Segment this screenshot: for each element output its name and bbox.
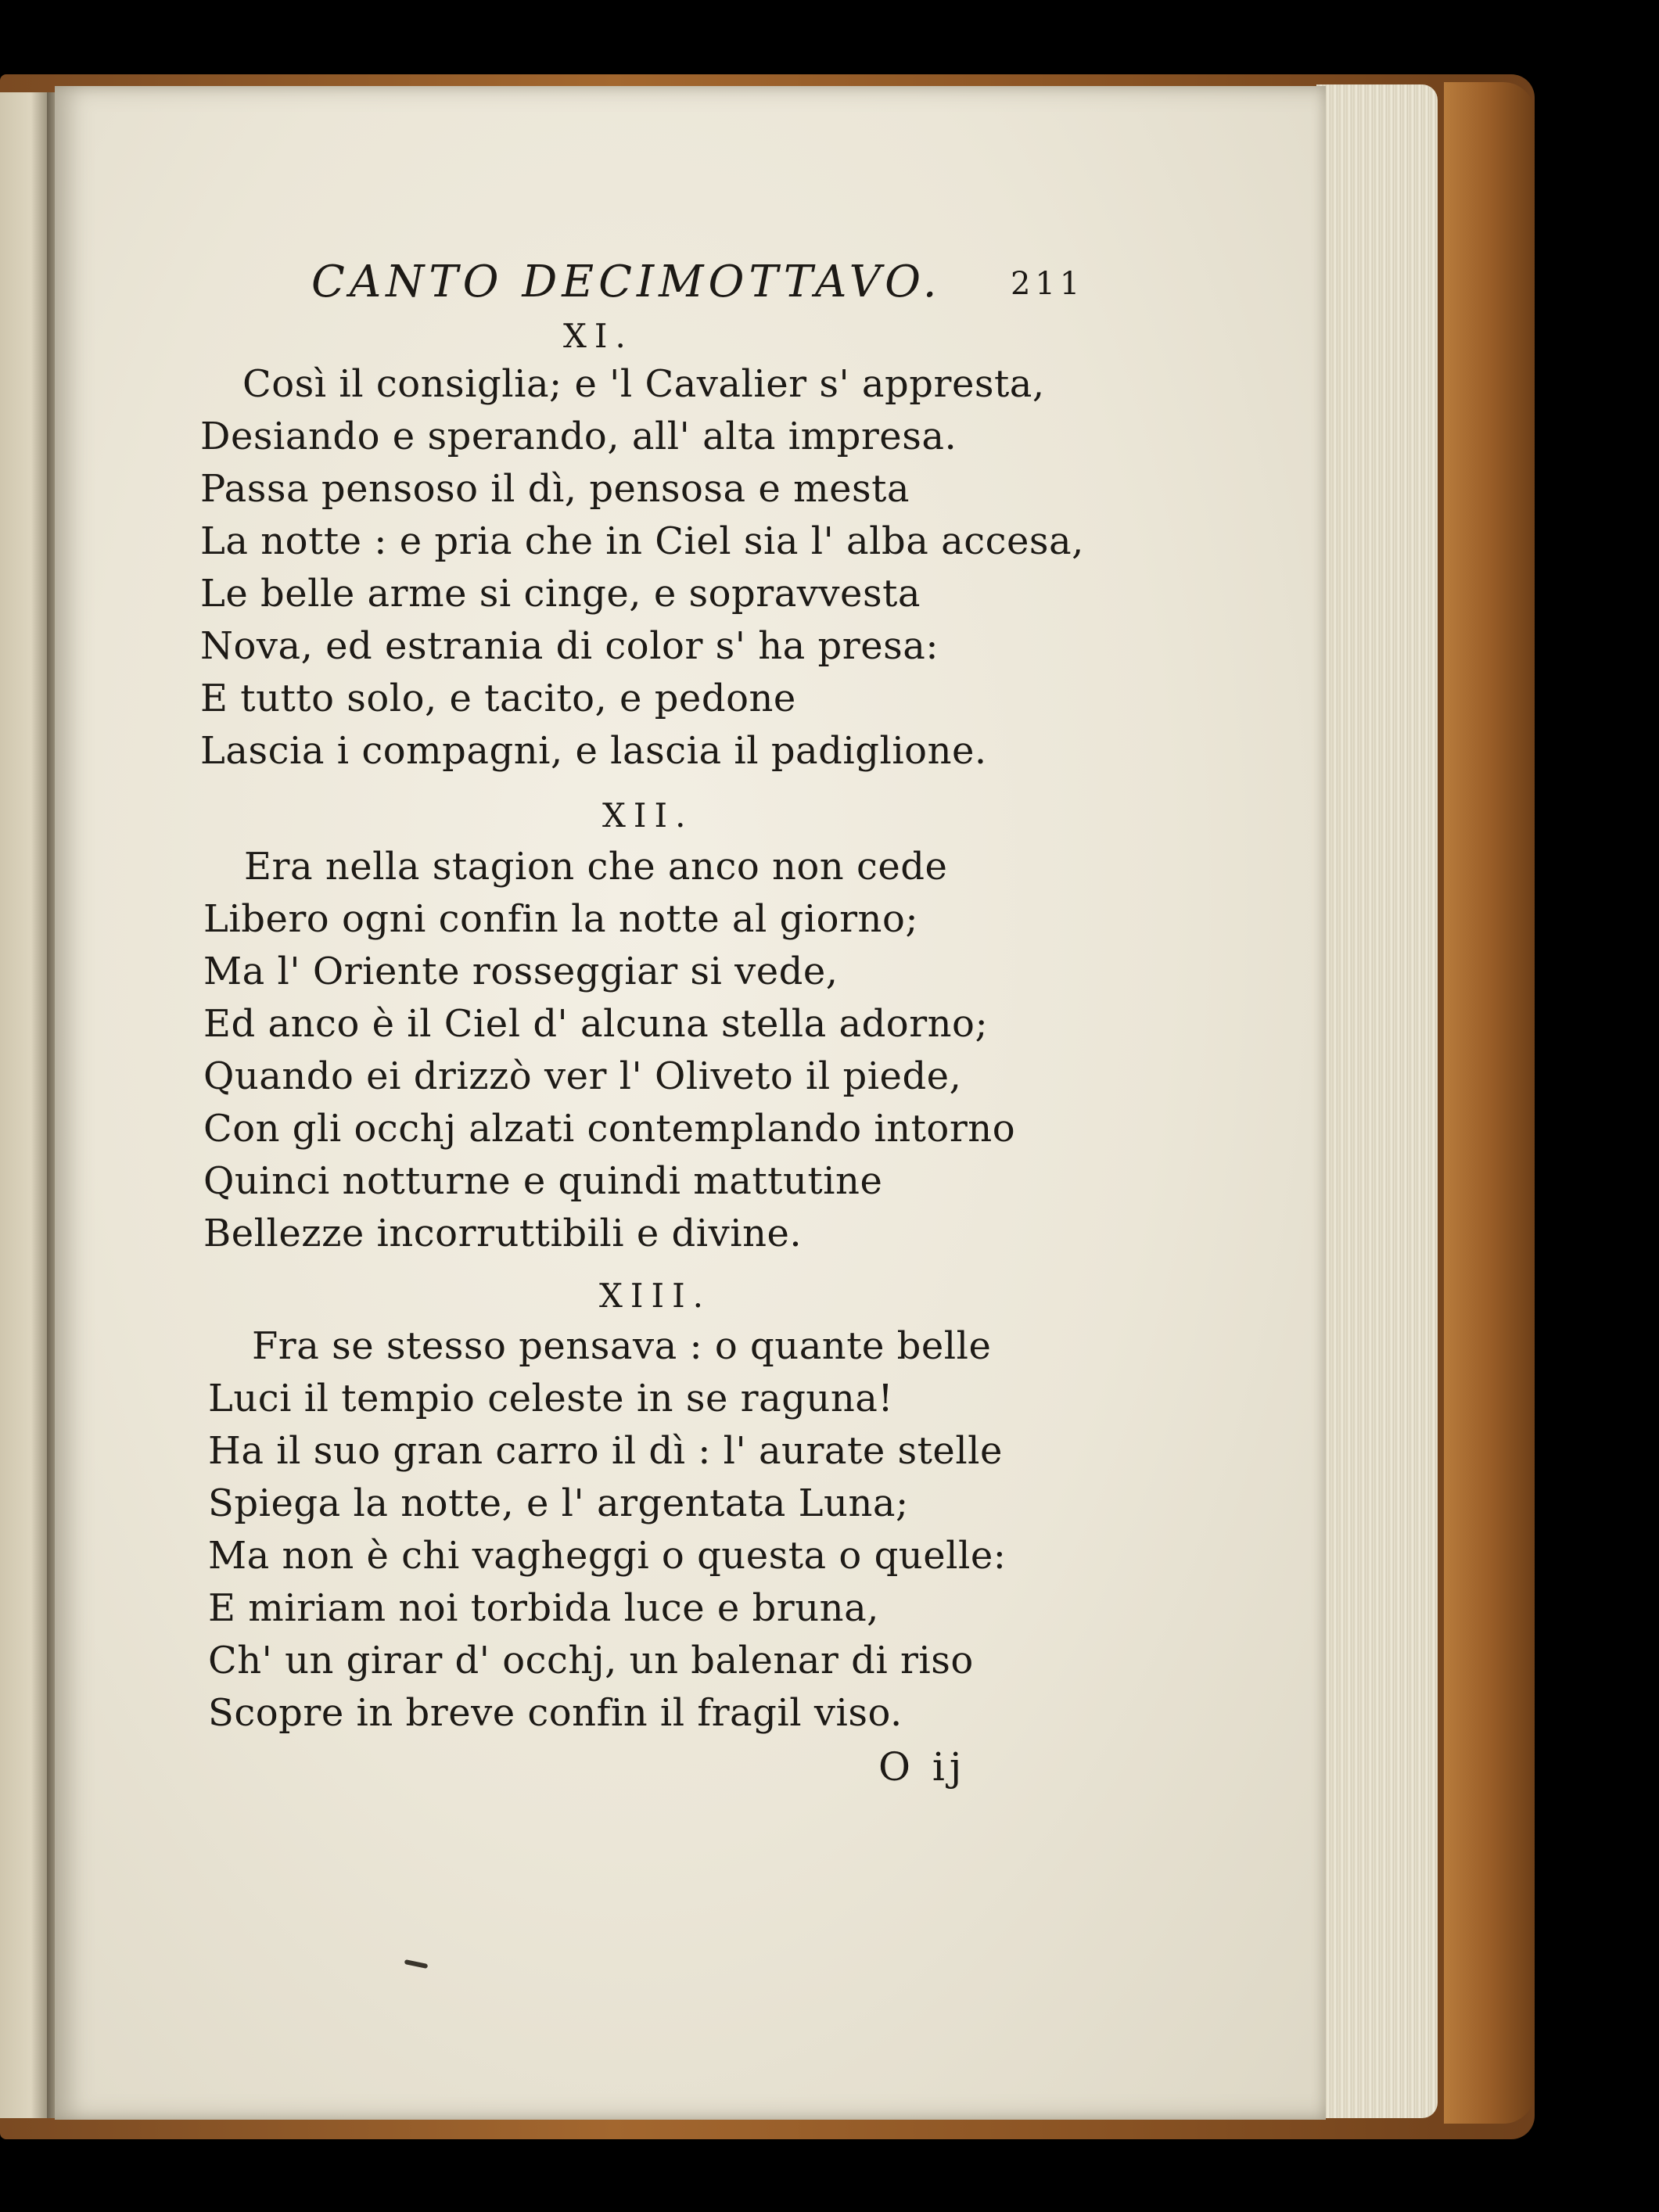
verse-line: Libero ogni confin la notte al giorno; (203, 897, 919, 941)
verse-line: La notte : e pria che in Ciel sia l' alba accesa, (200, 519, 1084, 563)
verse-line: Ha il suo gran carro il dì : l' aurate stelle (208, 1429, 1003, 1473)
page-block-edge (1316, 84, 1438, 2118)
verse-line: Lascia i compagni, e lascia il padiglione. (200, 729, 987, 773)
verse-line: Quando ei drizzò ver l' Oliveto il piede, (203, 1054, 962, 1098)
verse-line: Così il consiglia; e 'l Cavalier s' appresta, (242, 362, 1045, 406)
verse-line: Scopre in breve confin il fragil viso. (208, 1691, 903, 1735)
page-number: 211 (1011, 266, 1085, 302)
cover-fore-edge (1444, 82, 1535, 2124)
verse-line: Ma l' Oriente rosseggiar si vede, (203, 950, 838, 993)
verse-line: Quinci notturne e quindi mattutine (203, 1159, 883, 1203)
verse-line: E miriam noi torbida luce e bruna, (208, 1586, 879, 1630)
stanza-number: XIII. (599, 1277, 712, 1315)
verse-line: Nova, ed estrania di color s' ha presa: (200, 624, 939, 668)
verse-line: Le belle arme si cinge, e sopravvesta (200, 572, 921, 616)
signature-mark: O ij (878, 1744, 967, 1790)
verse-line: Desiando e sperando, all' alta impresa. (200, 415, 957, 458)
verse-line: Fra se stesso pensava : o quante belle (252, 1324, 992, 1368)
left-page-edge (0, 92, 52, 2118)
running-head: CANTO DECIMOTTAVO. (311, 257, 942, 307)
verse-line: E tutto solo, e tacito, e pedone (200, 677, 796, 720)
verse-line: Ch' un girar d' occhj, un balenar di riso (208, 1639, 974, 1682)
verse-line: Spiega la notte, e l' argentata Luna; (208, 1481, 909, 1525)
verse-line: Luci il tempio celeste in se raguna! (208, 1377, 894, 1420)
verse-line: Bellezze incorruttibili e divine. (203, 1212, 803, 1255)
verse-line: Passa pensoso il dì, pensosa e mesta (200, 467, 910, 511)
stanza-number: XII. (602, 796, 694, 835)
verse-line: Ed anco è il Ciel d' alcuna stella adorno; (203, 1002, 989, 1046)
verse-line: Ma non è chi vagheggi o questa o quelle: (208, 1534, 1007, 1578)
verse-line: Con gli occhj alzati contemplando intorno (203, 1107, 1016, 1151)
stanza-number: XI. (563, 317, 634, 355)
verse-line: Era nella stagion che anco non cede (244, 845, 948, 889)
